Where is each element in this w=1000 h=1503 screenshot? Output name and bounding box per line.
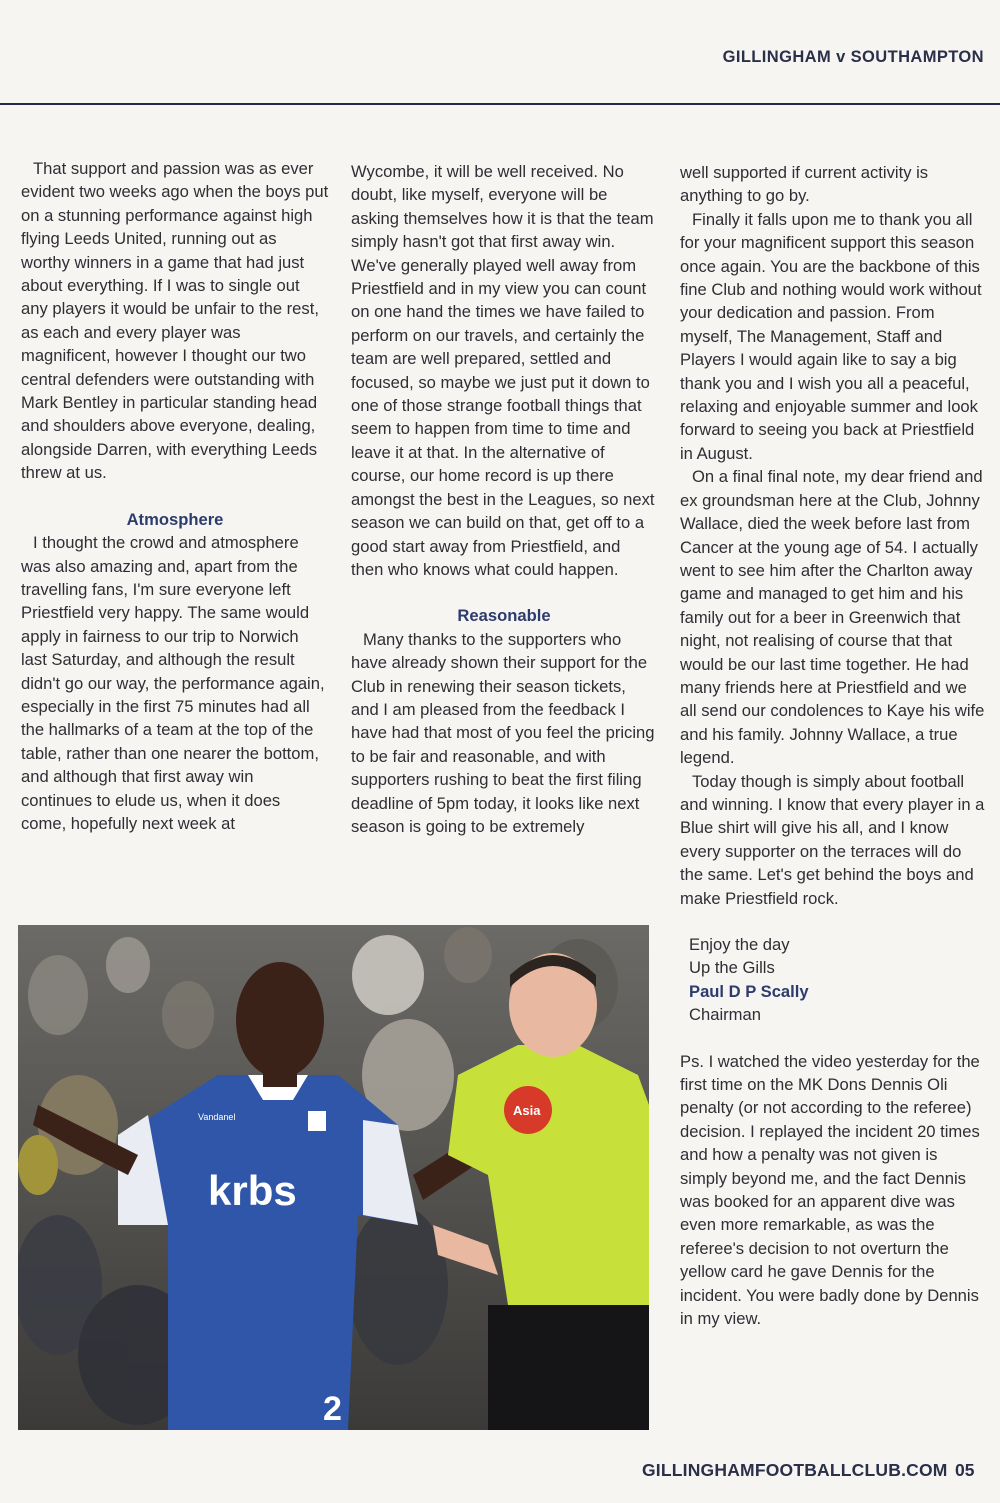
author-role: Chairman: [689, 1005, 761, 1025]
footer-website: GILLINGHAMFOOTBALLCLUB.COM: [642, 1460, 948, 1480]
shirt-sponsor-text: krbs: [208, 1167, 297, 1214]
article-column-3: [680, 161, 985, 1331]
article-column-2: [351, 160, 657, 838]
header-rule: [0, 103, 1000, 105]
paragraph: Finally it falls upon me to thank you all for your magnificent support this season once again. You are the backbone of this fine Club and nothing would work without your dedication and passion. From myself, The Management, Staff and Players I would again like to say a big thank you and I wish you all a peaceful, relaxing and enjoyable summer and look forward to seeing you back at Priestfield in August.: [680, 209, 982, 463]
postscript: Ps. I watched the video yesterday for the first time on the MK Dons Dennis Oli penalty (or not according to the referee) decision. I replayed the incident 20 times and how a penalty was not given is simply beyond me, and the fact Dennis was booked for an apparent dive was even more remarkable, as was the referee's decision to not overturn the yellow card he gave Dennis for the incident. You were badly done by Dennis in my view.: [680, 1051, 980, 1329]
header-title: GILLINGHAM v SOUTHAMPTON: [722, 48, 984, 66]
club-crest: [308, 1111, 326, 1131]
paragraph: Wycombe, it will be well received. No doubt, like myself, everyone will be asking themselves how it is that the team simply hasn't got that first away win. We've generally played well away from Priestfield and in my view you can count on one hand the times we have failed to perform on our travels, and certainly the team are well prepared, settled and focused, so maybe we just put it down to one of those strange football things that seem to happen from time to time and leave it at that. In the alternative of course, our home record is up there amongst the best in the Leagues, so next season we can build on that, get off to a good start away from Priestfield, and then who knows what could happen.: [351, 162, 655, 579]
subheading-atmosphere: Atmosphere: [126, 509, 224, 529]
paragraph: Many thanks to the supporters who have already shown their support for the Club in renewing their season tickets, and I am pleased from the feedback I have had that most of you feel the pricing to be fair and reasonable, and with supporters rushing to beat the first filing deadline of 5pm today, it looks like next season is going to be extremely: [351, 629, 655, 836]
match-photo-illustration: [18, 925, 649, 1430]
match-photo: [18, 925, 649, 1430]
paragraph: well supported if current activity is anything to go by.: [680, 163, 929, 206]
spacer: [680, 1027, 985, 1050]
spacer: [351, 581, 657, 604]
paragraph: On a final final note, my dear friend and ex groundsman here at the Club, Johnny Wallace, died the week before last from Cancer at the young age of 54. I actually went to see him after the Charlton away game and managed to get him and his family out for a beer in Greenwich that night, not realising of course that that would be our last time together. He had many friends here at Priestfield and we all send our condolences to Kaye his wife and his family. Johnny Wallace, a true legend.: [680, 467, 985, 768]
paragraph: I thought the crowd and atmosphere was also amazing and, apart from the travelling fans, I'm sure everyone left Priestfield very happy. The same would apply in fairness to our trip to Norwich last Saturday, and although the result didn't go our way, the performance again, especially in the first 75 minutes had all the hallmarks of a team at the top of the table, rather than one nearer the bottom, and although that first away win continues to elude us, when it does come, hopefully next week at: [21, 533, 325, 833]
page-number: 05: [955, 1460, 975, 1480]
author-name: Paul D P Scally: [689, 981, 809, 1001]
paragraph: That support and passion was as ever evident two weeks ago when the boys put on a stunning performance against high flying Leeds United, running out as worthy winners in a game that had just about everything. If I was to single out any players it would be unfair to the rest, as each and every player was magnificent, however I thought our two central defenders were outstanding with Mark Bentley in particular standing head and shoulders above everyone, dealing, alongside Darren, with everything Leeds threw at us.: [21, 159, 329, 483]
sign-off-line: Up the Gills: [689, 958, 775, 978]
subheading-reasonable: Reasonable: [457, 606, 551, 626]
sign-off-line: Enjoy the day: [689, 935, 790, 954]
sleeve-sponsor-text: Asia: [513, 1103, 541, 1118]
shorts-number: 2: [323, 1390, 342, 1428]
paragraph: Today though is simply about football and winning. I know that every player in a Blue shirt will give his all, and I know every supporter on the terraces will do the same. Let's get behind the boys and make Priestfield rock.: [680, 771, 985, 908]
spacer: [680, 910, 985, 933]
kit-maker-text: Vandanel: [198, 1112, 236, 1122]
spacer: [21, 485, 329, 508]
article-column-1: [21, 157, 329, 835]
signature-block: [680, 933, 985, 1027]
